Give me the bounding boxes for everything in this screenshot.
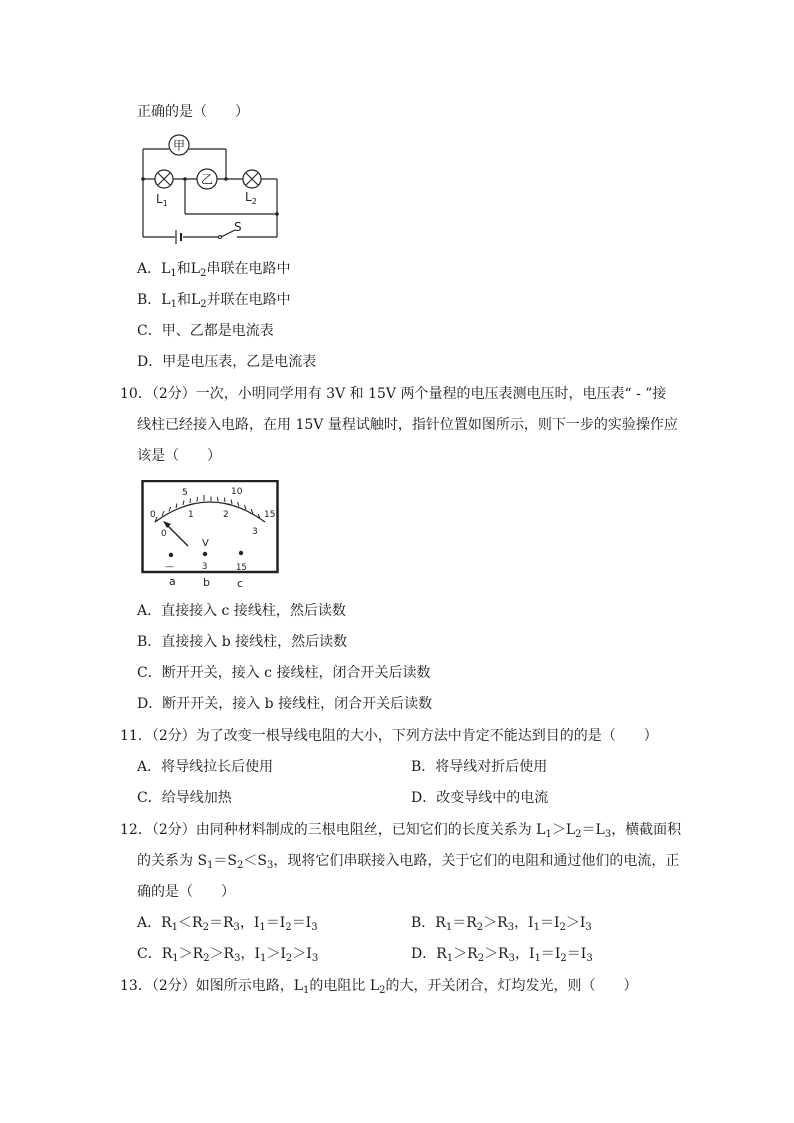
q12-option-d: D．$R_1>R_2>R_3$，$I_1=I_2=I_3$ [411,946,593,964]
terminal-b-letter: b [203,576,210,589]
q10-option-c: C．断开开关，接入 c 接线柱，闭合开关后读数 [137,665,431,681]
scale-top-10: 10 [231,487,243,497]
scale-top-15: 15 [264,510,276,520]
q12-option-a: A．$R_1<R_2=R_3$，$I_1=I_2=I_3$ [137,915,318,933]
q9-circuit-diagram [135,130,285,245]
terminal-c-dot [239,551,243,555]
q12-option-b: B．$R_1=R_2>R_3$，$I_1=I_2>I_3$ [411,915,592,933]
terminal-c-mark: 15 [236,563,247,573]
q12-option-c: C．$R_1>R_2>R_3$，$I_1>I_2>I_3$ [137,946,319,964]
q11-option-b: B．将导线对折后使用 [411,759,548,775]
q11-option-c: C．给导线加热 [137,790,232,806]
terminal-a-dot [169,553,173,557]
scale-bottom-2: 2 [223,510,229,520]
q10-line-3: 该是（ ） [137,448,221,464]
voltmeter-unit: V [202,538,209,549]
lamp-l1 [155,170,173,188]
q12-line-1: 12．（2分）由同种材料制成的三根电阻丝，已知它们的长度关系为 $L_1>L_2=L_3$，横截面积 [120,822,682,840]
terminal-a-mark: — [165,562,174,572]
q10-voltmeter-diagram [141,480,281,592]
q10-option-a: A．直接接入 c 接线柱，然后读数 [137,603,346,619]
terminal-b-dot [203,552,207,556]
meter-jia-label: 甲 [172,138,186,153]
scale-top-5: 5 [182,488,188,498]
scale-bottom-1: 1 [188,510,194,520]
q12-line-2: 的关系为 $S_1=S_2<S_3$，现将它们串联接入电路，关于它们的电阻和通过他们的电流，正 [137,853,680,871]
q11-option-d: D．改变导线中的电流 [411,790,549,806]
q9-option-a: A．$L_1$和$L_2$串联在电路中 [137,261,291,279]
q9-stem-tail: 正确的是（ ） [137,104,249,120]
lamp-l2 [243,170,261,188]
q11-line-1: 11．（2分）为了改变一根导线电阻的大小，下列方法中肯定不能达到目的的是（ ） [120,728,658,744]
terminal-c-letter: c [237,577,244,590]
q9-option-b: B．$L_1$和$L_2$并联在电路中 [137,292,291,310]
meter-yi-label: 乙 [200,172,214,187]
scale-bottom-0: 0 [161,529,167,539]
q11-option-a: A．将导线拉长后使用 [137,759,274,775]
switch-contact [219,236,222,239]
q10-option-d: D．断开开关，接入 b 接线柱，闭合开关后读数 [137,696,433,712]
q10-line-2: 线柱已经接入电路，在用 15V 量程试触时，指针位置如图所示，则下一步的实验操作应 [137,417,678,433]
q12-line-3: 确的是（ ） [137,884,235,900]
q9-option-d: D．甲是电压表，乙是电流表 [137,354,317,370]
lamp-l1-label: $L_1$ [156,192,168,208]
scale-top-0: 0 [150,510,156,520]
switch-label: S [234,220,242,234]
scale-bottom-3: 3 [252,527,258,537]
q9-option-c: C．甲、乙都是电流表 [137,323,274,339]
terminal-b-mark: 3 [202,562,208,572]
q13-line-1: 13．（2分）如图所示电路，$L_1$的电阻比 $L_2$的大，开关闭合，灯均发光，则（ ） [120,978,638,996]
q10-option-b: B．直接接入 b 接线柱，然后读数 [137,634,348,650]
terminal-a-letter: a [169,575,176,588]
q10-line-1: 10．（2分）一次，小明同学用有 3V 和 15V 两个量程的电压表测电压时，电压表“ - ”接 [120,386,667,402]
lamp-l2-label: $L_2$ [245,190,257,206]
